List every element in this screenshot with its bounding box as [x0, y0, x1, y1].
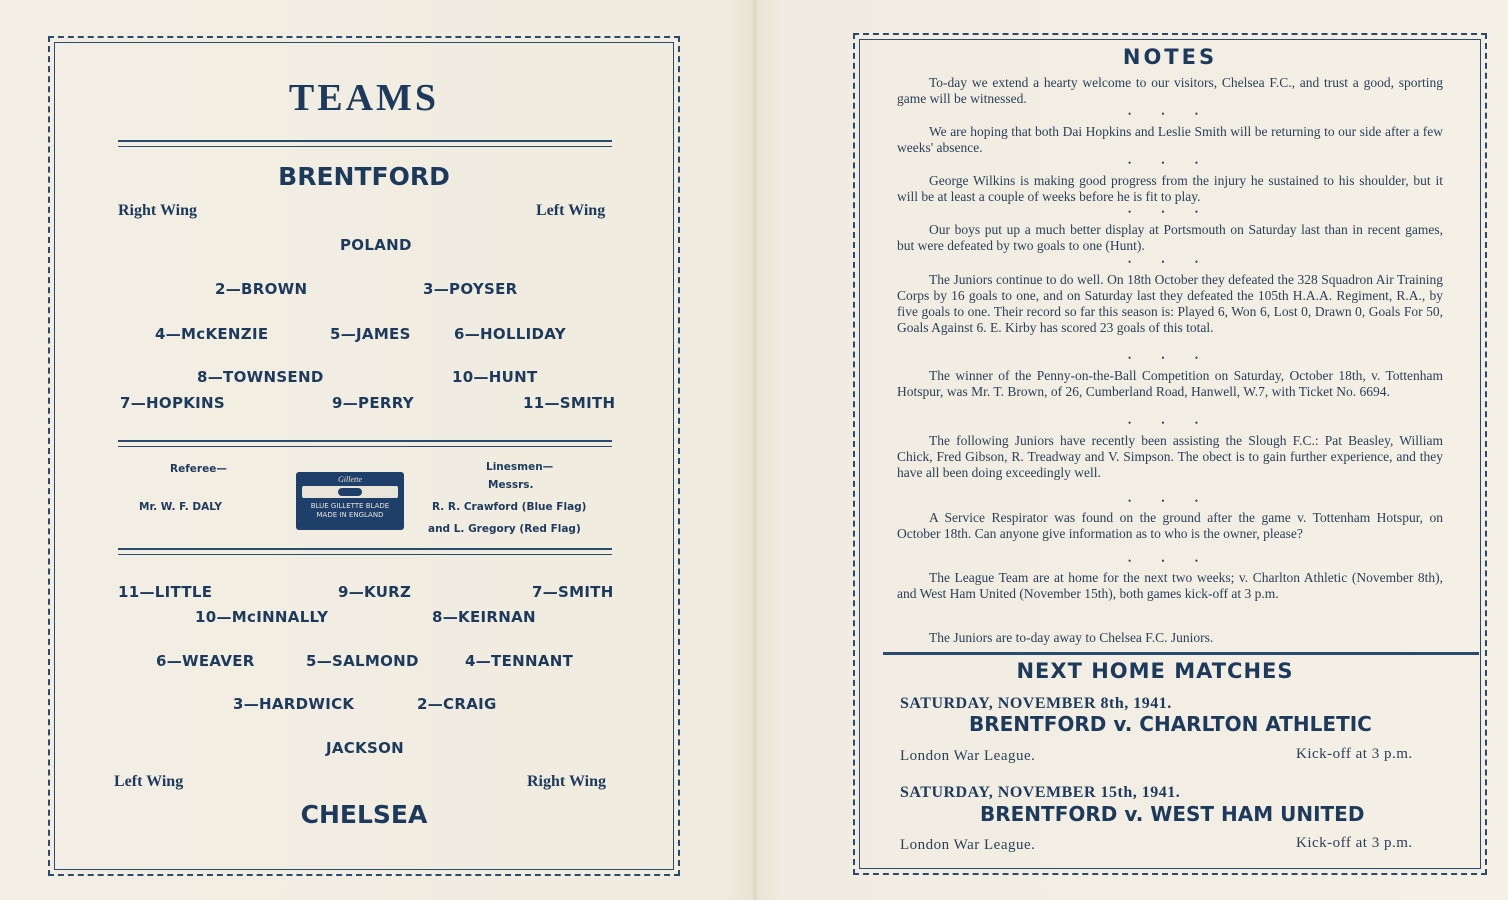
away-player-10: 10—McINNALLY	[195, 608, 329, 626]
section-rule	[883, 652, 1479, 655]
match-date: SATURDAY, NOVEMBER 15th, 1941.	[900, 784, 1181, 801]
note-separator: • • •	[1128, 496, 1212, 506]
note-paragraph: To-day we extend a hearty welcome to our visitors, Chelsea F.C., and trust a good, sporting game will be witnessed.	[897, 75, 1443, 106]
home-right-wing-label: Right Wing	[118, 202, 197, 219]
note-separator: • • •	[1128, 158, 1212, 168]
away-player-2: 2—CRAIG	[417, 695, 497, 713]
teams-panel	[48, 36, 680, 876]
away-player-6: 6—WEAVER	[156, 652, 255, 670]
note-separator: • • •	[1128, 109, 1212, 119]
blade-slot	[338, 488, 362, 496]
home-player-4: 4—McKENZIE	[155, 325, 269, 343]
note-separator: • • •	[1128, 257, 1212, 267]
note-paragraph: We are hoping that both Dai Hopkins and Leslie Smith will be returning to our side after a few weeks' absence.	[897, 124, 1443, 155]
note-separator: • • •	[1128, 556, 1212, 566]
match-competition: London War League.	[900, 837, 1036, 853]
teams-heading: TEAMS	[288, 77, 440, 119]
advert-line-1: BLUE GILLETTE BLADE	[310, 502, 390, 510]
note-paragraph: George Wilkins is making good progress from the injury he sustained to his shoulder, but it will be at least a couple of weeks before he is fit to play.	[897, 173, 1443, 204]
away-player-4: 4—TENNANT	[465, 652, 574, 670]
match-kickoff: Kick-off at 3 p.m.	[1296, 746, 1413, 762]
note-paragraph: The Juniors are to-day away to Chelsea F.C. Juniors.	[929, 630, 1214, 645]
note-paragraph: The winner of the Penny-on-the-Ball Competition on Saturday, October 18th, v. Tottenham Hotspur, was Mr. T. Brown, of 26, Cumberland Road, Hanwell, W.7, with Ticket No. 6694.	[897, 368, 1443, 399]
home-player-8: 8—TOWNSEND	[197, 368, 324, 386]
away-goalkeeper: JACKSON	[326, 739, 405, 757]
match-fixture: BRENTFORD v. CHARLTON ATHLETIC	[969, 712, 1372, 736]
away-player-3: 3—HARDWICK	[233, 695, 355, 713]
advert-brand: Gillette	[338, 475, 362, 484]
note-paragraph: The following Juniors have recently been assisting the Slough F.C.: Pat Beasley, William Chick, Fred Gibson, R. Treadway and V. Simpson. The obect is to gain further experience, and they have all been doing exceedingly well.	[897, 433, 1443, 480]
note-separator: • • •	[1128, 353, 1212, 363]
messrs-label: Messrs.	[488, 479, 534, 491]
match-competition: London War League.	[900, 748, 1036, 764]
home-team-name: BRENTFORD	[278, 162, 450, 191]
double-rule	[118, 140, 612, 147]
home-player-9: 9—PERRY	[332, 394, 414, 412]
advert-text	[296, 502, 404, 520]
notes-heading: NOTES	[1122, 45, 1218, 69]
note-paragraph: The Juniors continue to do well. On 18th October they defeated the 328 Squadron Air Training Corps by 16 goals to one, and on Saturday last they defeated the 105th H.A.A. Regiment, R.A., by five goals to one. Their record so far this season is: Played 6, Won 6, Lost 0, Drawn 0, Goals For 50, Goals Against 6. E. Kirby has scored 23 goals of this total.	[897, 272, 1443, 335]
away-player-8: 8—KEIRNAN	[432, 608, 536, 626]
away-right-wing-label: Right Wing	[527, 773, 606, 790]
note-paragraph: The League Team are at home for the next two weeks; v. Charlton Athletic (November 8th), and West Ham United (November 15th), both games kick-off at 3 p.m.	[897, 570, 1443, 601]
match-fixture: BRENTFORD v. WEST HAM UNITED	[980, 802, 1365, 826]
home-player-3: 3—POYSER	[423, 280, 518, 298]
home-player-10: 10—HUNT	[452, 368, 538, 386]
away-player-11: 11—LITTLE	[118, 583, 213, 601]
home-player-5: 5—JAMES	[330, 325, 411, 343]
double-rule	[118, 440, 612, 447]
away-left-wing-label: Left Wing	[114, 773, 184, 790]
home-player-2: 2—BROWN	[215, 280, 308, 298]
note-separator: • • •	[1128, 418, 1212, 428]
home-left-wing-label: Left Wing	[536, 202, 606, 219]
match-date: SATURDAY, NOVEMBER 8th, 1941.	[900, 695, 1172, 712]
away-player-7: 7—SMITH	[532, 583, 614, 601]
home-goalkeeper: POLAND	[340, 236, 412, 254]
advert-line-2: MADE IN ENGLAND	[316, 511, 384, 519]
next-home-matches-heading: NEXT HOME MATCHES	[1016, 659, 1294, 683]
home-player-6: 6—HOLLIDAY	[454, 325, 566, 343]
away-player-5: 5—SALMOND	[306, 652, 419, 670]
home-player-7: 7—HOPKINS	[120, 394, 225, 412]
note-paragraph: A Service Respirator was found on the ground after the game v. Tottenham Hotspur, on October 18th. Can anyone give information as to who is the owner, please?	[897, 510, 1443, 541]
note-separator: • • •	[1128, 207, 1212, 217]
home-player-11: 11—SMITH	[523, 394, 616, 412]
note-paragraph: Our boys put up a much better display at Portsmouth on Saturday last than in recent games, but were defeated by two goals to one (Hunt).	[897, 222, 1443, 253]
double-rule	[118, 548, 612, 555]
match-kickoff: Kick-off at 3 p.m.	[1296, 835, 1413, 851]
notes-panel	[853, 33, 1487, 875]
linesman-2: and L. Gregory (Red Flag)	[428, 523, 581, 535]
linesmen-label: Linesmen—	[486, 461, 554, 473]
centre-fold	[752, 0, 758, 900]
referee-label: Referee—	[170, 463, 227, 475]
away-player-9: 9—KURZ	[338, 583, 412, 601]
referee-name: Mr. W. F. DALY	[139, 501, 222, 513]
away-team-name: CHELSEA	[300, 800, 428, 829]
linesman-1: R. R. Crawford (Blue Flag)	[432, 501, 587, 513]
gillette-blade-advert	[296, 472, 404, 530]
